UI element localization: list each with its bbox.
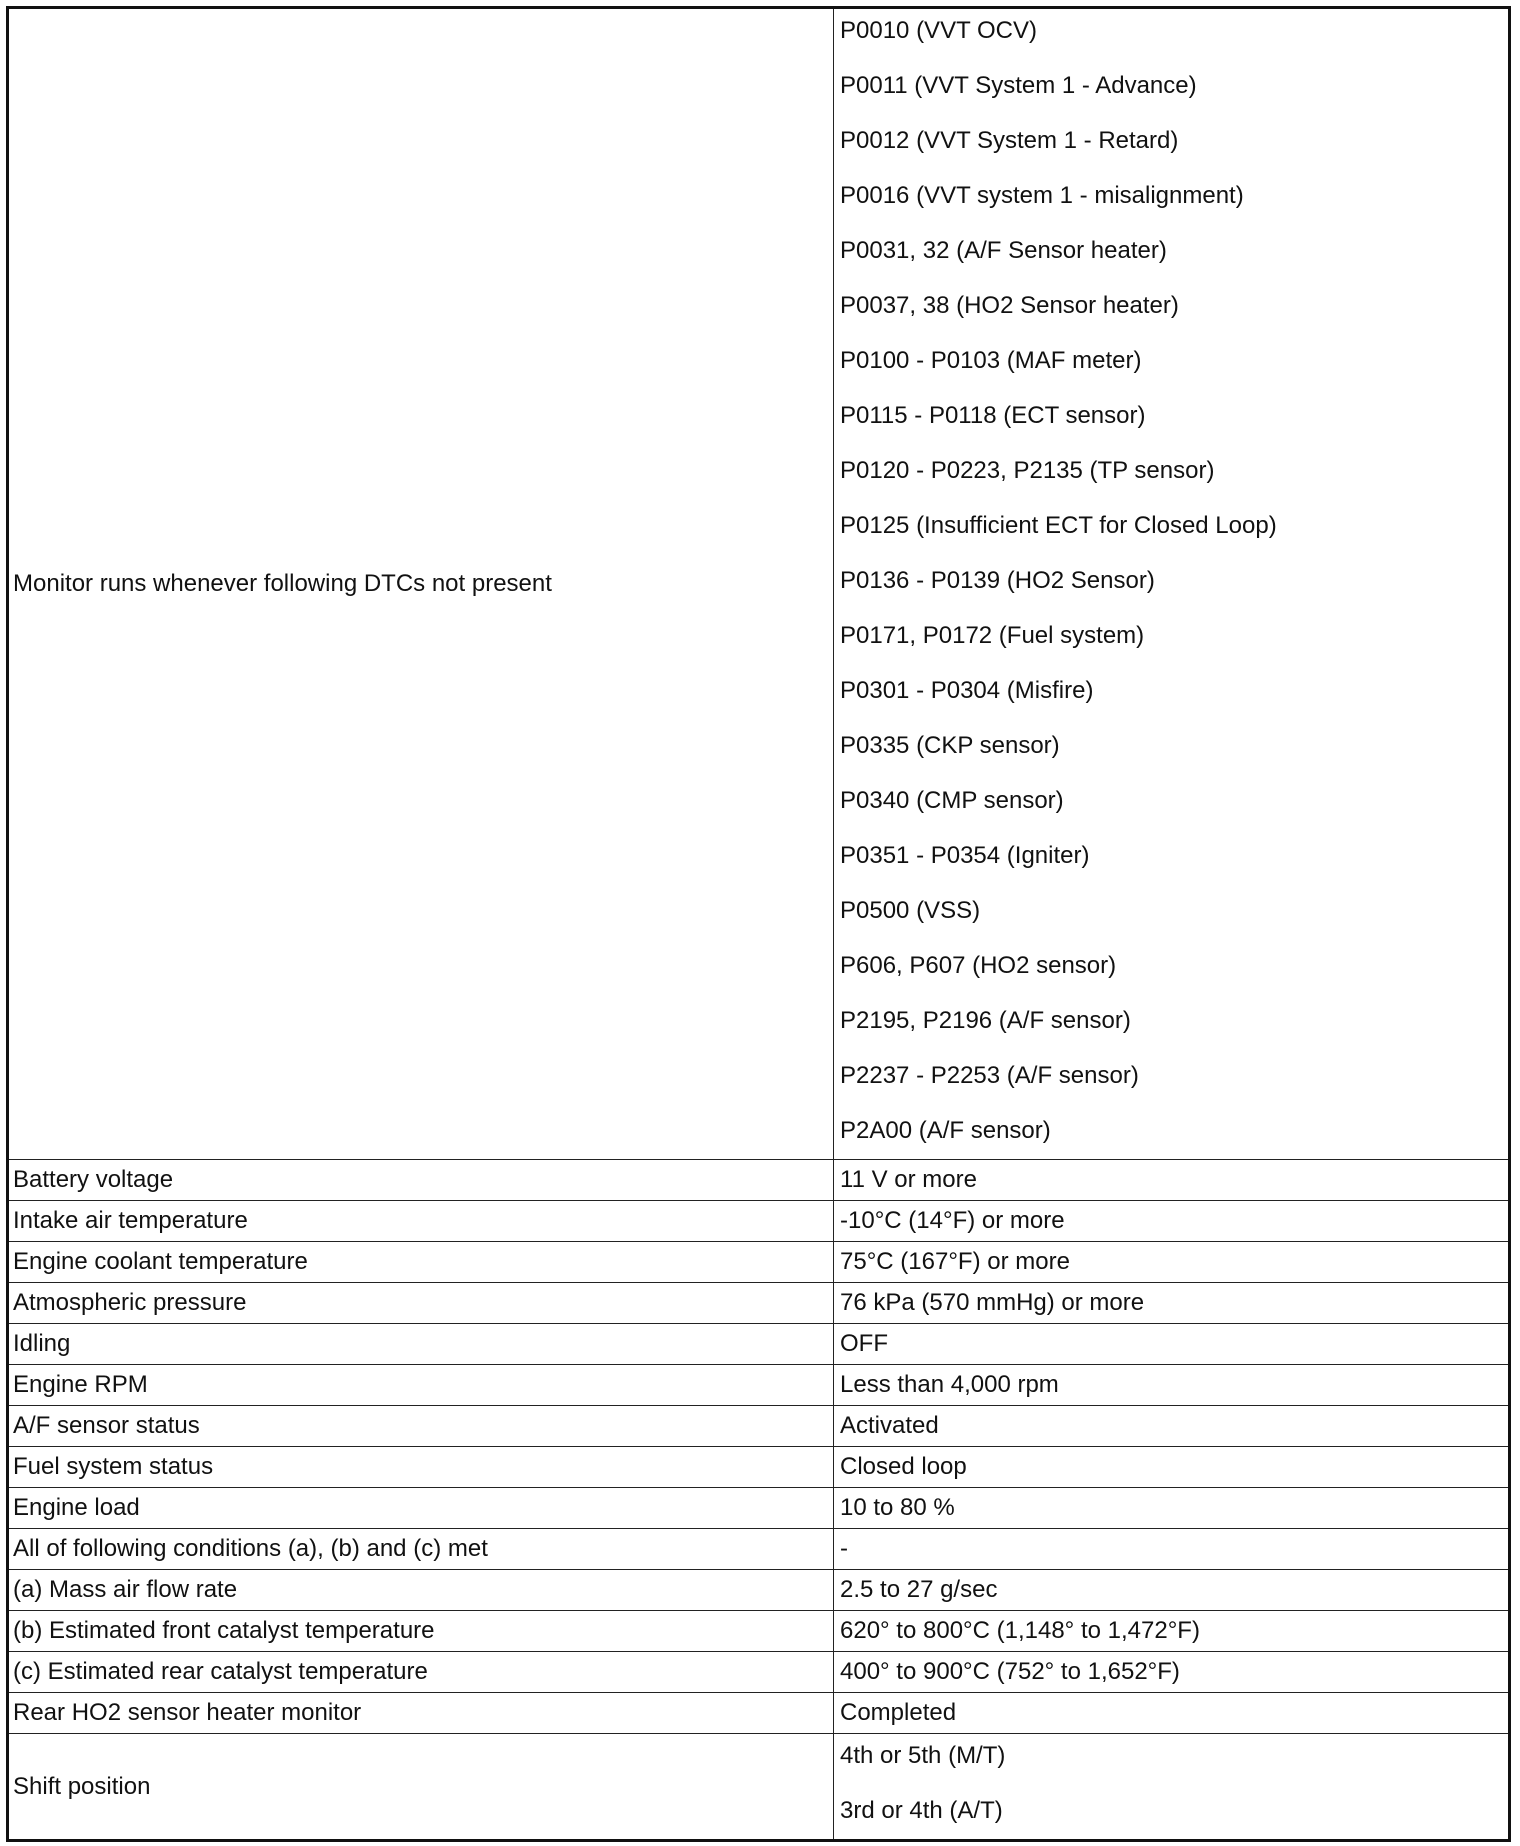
dtc-code: P0012 (VVT System 1 - Retard) [840,127,1179,154]
dtc-code: P0115 - P0118 (ECT sensor) [840,402,1146,429]
table-row [8,1242,1510,1283]
table-row-dtc [8,8,1510,1160]
dtc-code: P0136 - P0139 (HO2 Sensor) [840,567,1155,594]
condition-label: (b) Estimated front catalyst temperature [8,1611,834,1652]
condition-value: - [834,1529,1510,1570]
dtc-code: P606, P607 (HO2 sensor) [840,952,1117,979]
dtc-code: P0016 (VVT system 1 - misalignment) [840,182,1244,209]
condition-label: All of following conditions (a), (b) and (c) met [8,1529,834,1570]
dtc-code: P0010 (VVT OCV) [840,17,1037,44]
condition-value: 400° to 900°C (752° to 1,652°F) [834,1652,1510,1693]
dtc-label: Monitor runs whenever following DTCs not present [8,8,834,1160]
condition-label: Intake air temperature [8,1201,834,1242]
conditions-table [6,6,1511,1842]
table-row [8,1529,1510,1570]
dtc-code: P0037, 38 (HO2 Sensor heater) [840,292,1179,319]
table-row [8,1406,1510,1447]
table-row [8,1488,1510,1529]
condition-label: (c) Estimated rear catalyst temperature [8,1652,834,1693]
shift-label: Shift position [8,1734,834,1841]
table-row [8,1447,1510,1488]
dtc-code: P0125 (Insufficient ECT for Closed Loop) [840,512,1277,539]
dtc-code: P0351 - P0354 (Igniter) [840,842,1090,869]
condition-label: A/F sensor status [8,1406,834,1447]
dtc-code: P0301 - P0304 (Misfire) [840,677,1094,704]
table-row [8,1201,1510,1242]
condition-label: Rear HO2 sensor heater monitor [8,1693,834,1734]
condition-value: Closed loop [834,1447,1510,1488]
condition-label: Idling [8,1324,834,1365]
table-row [8,1693,1510,1734]
dtc-code: P0340 (CMP sensor) [840,787,1064,814]
shift-value: 4th or 5th (M/T) [840,1742,1006,1769]
table-row [8,1160,1510,1201]
condition-value: Less than 4,000 rpm [834,1365,1510,1406]
condition-label: Fuel system status [8,1447,834,1488]
condition-label: (a) Mass air flow rate [8,1570,834,1611]
dtc-code: P0100 - P0103 (MAF meter) [840,347,1142,374]
dtc-code: P0031, 32 (A/F Sensor heater) [840,237,1167,264]
condition-label: Engine load [8,1488,834,1529]
dtc-code: P0120 - P0223, P2135 (TP sensor) [840,457,1215,484]
shift-value-list [834,1734,1510,1841]
condition-label: Engine RPM [8,1365,834,1406]
table-row [8,1652,1510,1693]
condition-value: Completed [834,1693,1510,1734]
table-row [8,1611,1510,1652]
dtc-code: P0171, P0172 (Fuel system) [840,622,1145,649]
condition-value: OFF [834,1324,1510,1365]
dtc-code: P0011 (VVT System 1 - Advance) [840,72,1197,99]
condition-value: 10 to 80 % [834,1488,1510,1529]
dtc-code: P2A00 (A/F sensor) [840,1117,1051,1144]
dtc-code: P0335 (CKP sensor) [840,732,1060,759]
condition-label: Engine coolant temperature [8,1242,834,1283]
condition-value: 75°C (167°F) or more [834,1242,1510,1283]
condition-label: Atmospheric pressure [8,1283,834,1324]
dtc-code: P2195, P2196 (A/F sensor) [840,1007,1131,1034]
dtc-code: P0500 (VSS) [840,897,981,924]
table-row [8,1365,1510,1406]
table-row [8,1570,1510,1611]
condition-value: 620° to 800°C (1,148° to 1,472°F) [834,1611,1510,1652]
condition-label: Battery voltage [8,1160,834,1201]
condition-value: -10°C (14°F) or more [834,1201,1510,1242]
condition-value: 76 kPa (570 mmHg) or more [834,1283,1510,1324]
dtc-code: P2237 - P2253 (A/F sensor) [840,1062,1139,1089]
table-row [8,1283,1510,1324]
condition-value: Activated [834,1406,1510,1447]
shift-value: 3rd or 4th (A/T) [840,1797,1003,1824]
table-row-shift [8,1734,1510,1841]
dtc-code-list [834,8,1510,1160]
condition-value: 11 V or more [834,1160,1510,1201]
condition-value: 2.5 to 27 g/sec [834,1570,1510,1611]
table-row [8,1324,1510,1365]
